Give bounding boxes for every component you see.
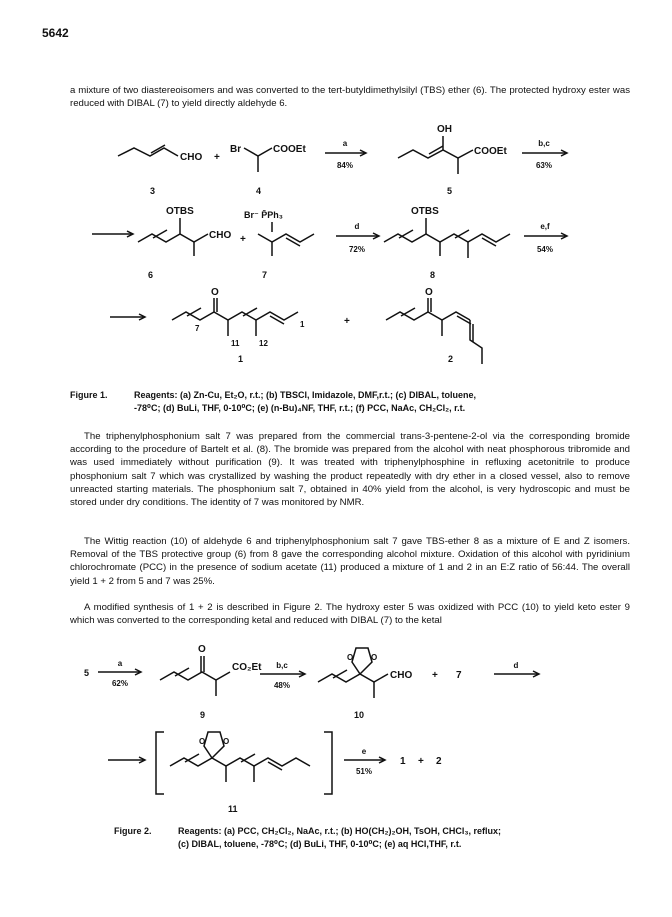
f1-otbs-8: OTBS [411,206,439,217]
f1-label-3: 3 [150,186,156,196]
f2-yield-e: 51% [355,767,373,776]
f2-plus-1: + [432,670,438,681]
f2-cond-e: e [361,747,367,756]
figure-2-label: Figure 2. [114,826,152,836]
figure-2-scheme [0,630,672,820]
f1-plus-2: + [240,234,246,245]
f2-label-11: 11 [228,804,238,814]
f1-cho-6: CHO [209,230,232,241]
f2-seven: 7 [456,670,462,681]
f2-ring11-o-a: O [199,737,206,746]
f2-prod-1: 1 [400,756,406,767]
paragraph-2 [70,535,630,588]
f1-cooet-4: COOEt [273,144,306,155]
f1-yield-a: 84% [336,161,354,170]
f1-oh: OH [437,124,452,135]
f2-label-9: 9 [200,710,206,720]
f1-cond-d: d [354,222,360,231]
f1-br: Br [230,144,242,155]
f2-yield-a: 62% [111,679,129,688]
f2-cond-a: a [117,659,123,668]
f1-yield-bc: 63% [535,161,553,170]
f2-cond-d: d [513,661,519,670]
f1-yield-d: 72% [348,245,366,254]
f1-label-6: 6 [148,270,154,280]
f1-cond-bc: b,c [538,139,550,148]
f2-ring-o-b: O [371,653,378,662]
f2-plus-2: + [418,756,424,767]
f2-co2et: CO₂Et [232,662,262,673]
f1-label-5: 5 [447,186,453,196]
figure-1-caption-line2: -78⁰C; (d) BuLi, THF, 0-10⁰C; (e) (n-Bu)₄NF, THF, r.t.; (f) PCC, NaAc, CH₂Cl₂, r.t. [134,403,466,413]
figure-1-caption [70,389,630,415]
f1-cooet-5: COOEt [474,146,507,157]
f1-label-2: 2 [448,354,454,364]
figure-2-caption-line2: (c) DIBAL, toluene, -78⁰C; (d) BuLi, THF, 0-10⁰C; (e) aq HCl,THF, r.t. [178,839,462,849]
figure-1-caption-line1: Reagents: (a) Zn-Cu, Et₂O, r.t.; (b) TBSCl, Imidazole, DMF,r.t.; (c) DIBAL, toluene, [134,390,477,400]
f2-o: O [198,644,206,655]
f2-start-5: 5 [84,668,90,678]
f1-label-4: 4 [256,186,262,196]
paragraph-1-text: The triphenylphosphonium salt 7 was prepared from the commercial trans-3-pentene-2-ol via the corresponding bromide according to the procedure of Bartelt et al. (8). The bromide was prepared from the alcohol with neat phosphorous tribromide and was used immediately without purification (9). It was treated with triphenylphosphine in refluxing acetonitrile to produce phosphonium salt 7 which was crystallized by washing the product repeatedly with dry ether in a closed vessel, also to remove unreacted starting materials. The phosphonium salt 7, obtained in 40% yield from the alcohol, is very hydroscopic and must be stored under dry conditions. The identity of 7 was monitored by NMR. [70,431,630,509]
figure-2-caption [114,825,634,851]
f1-pos-12: 12 [259,339,268,348]
f1-o-2: O [425,287,433,298]
f1-cond-a: a [342,139,348,148]
f1-plus-1: + [214,152,220,163]
f1-pos-11: 11 [231,339,240,348]
paragraph-3 [70,601,630,627]
page-number: 5642 [42,26,69,40]
f2-ring-o-a: O [347,653,354,662]
f2-yield-bc: 48% [273,681,291,690]
f1-otbs-6: OTBS [166,206,194,217]
paragraph-1 [70,430,630,509]
f2-cho: CHO [390,670,413,681]
f2-ring11-o-b: O [223,737,230,746]
f2-cond-bc: b,c [276,661,288,670]
f1-label-1: 1 [238,354,244,364]
f1-pos-7: 7 [195,324,200,333]
intro-paragraph: a mixture of two diastereoisomers and was converted to the tert-butyldimethylsilyl (TBS) ether (6). The protected hydroxy ester was reduced with DIBAL (7) to yield directly aldehyde 6. [70,85,630,110]
paragraph-2-text: The Wittig reaction (10) of aldehyde 6 and triphenylphosphonium salt 7 gave TBS-ether 8 as a mixture of E and Z isomers. Removal of the TBS protective group (6) from 8 gave the corresponding alcohol mixture. Oxidation of this alcohol with pyridinium chlorochromate (PCC) in the presence of sodium acetate (11) produced a mixture of 1 and 2 in an E:Z ratio of 56:44. The overall yield 1 + 2 from 5 and 7 was 25%. [70,536,630,587]
f1-salt: Br⁻ P̄Ph₃ [244,210,283,220]
f1-label-8: 8 [430,270,436,280]
f1-label-7: 7 [262,270,268,280]
figure-1-scheme [0,112,672,412]
paragraph-3-text: A modified synthesis of 1 + 2 is described in Figure 2. The hydroxy ester 5 was oxidized with PCC (10) to yield keto ester 9 which was converted to the corresponding ketal and reduced with DIBAL (7) to the ketal [70,602,630,627]
figure-2-caption-line1: Reagents: (a) PCC, CH₂Cl₂, NaAc, r.t.; (b) HO(CH₂)₂OH, TsOH, CHCl₃, reflux; [178,826,502,836]
f1-cho-3: CHO [180,152,203,163]
f2-prod-2: 2 [436,756,442,767]
f1-pos-1: 1 [300,320,305,329]
f1-plus-3: + [344,316,350,327]
figure-1-label: Figure 1. [70,390,108,400]
f2-label-10: 10 [354,710,365,720]
f1-cond-ef: e,f [540,222,550,231]
f1-yield-ef: 54% [536,245,554,254]
f1-o-1: O [211,287,219,298]
